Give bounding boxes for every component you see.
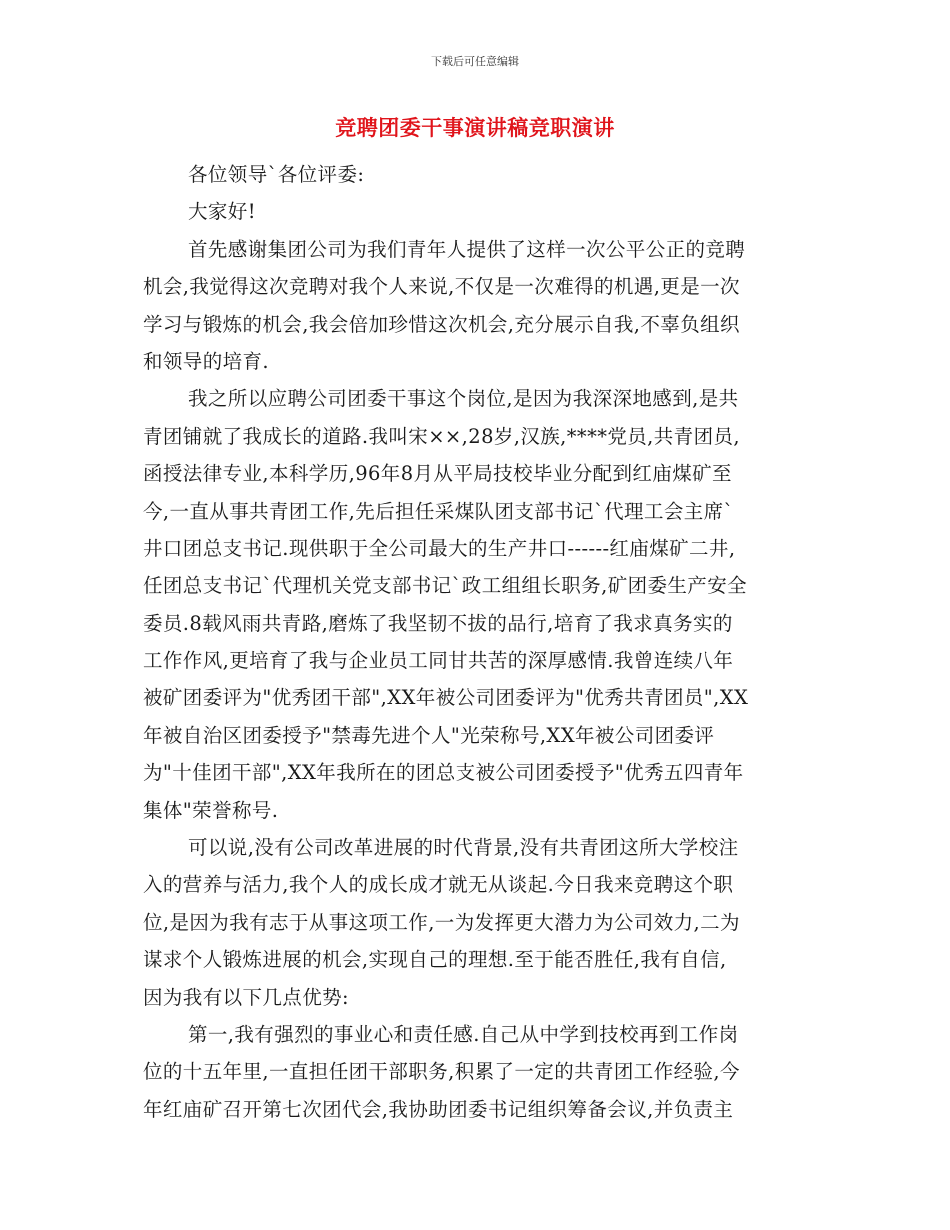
text-line: 我之所以应聘公司团委干事这个岗位,是因为我深深地感到,是共 [188,387,739,411]
text-line: 井口团总支书记.现供职于全公司最大的生产井口------红庙煤矿二井, [143,536,736,560]
header-note: 下载后可任意编辑 [431,55,519,68]
document-body [143,156,803,1128]
text-line: 位,是因为我有志于从事这项工作,一为发挥更大潜力为公司效力,二为 [143,910,740,934]
text-line: 函授法律专业,本科学历,96年8月从平局技校毕业分配到红庙煤矿至 [143,462,732,486]
text-line: 任团总支书记`代理机关党支部书记`政工组组长职务,矿团委生产安全 [143,574,747,598]
text-line: 和领导的培育. [143,349,269,373]
text-line: 被矿团委评为"优秀团干部",XX年被公司团委评为"优秀共青团员",XX [143,686,749,710]
text-line: 各位领导`各位评委: [188,163,365,186]
text-line: 青团铺就了我成长的道路.我叫宋××,28岁,汉族,****党员,共青团员, [143,424,740,448]
text-line: 第一,我有强烈的事业心和责任感.自己从中学到技校再到工作岗 [188,1022,739,1046]
text-line: 位的十五年里,一直担任团干部职务,积累了一定的共青团工作经验,今 [143,1060,740,1084]
text-line: 委员.8载风雨共青路,磨炼了我坚韧不拔的品行,培育了我求真务实的 [143,611,733,635]
text-line: 谋求个人锻炼进展的机会,实现自己的理想.至于能否胜任,我有自信, [143,948,727,972]
text-line: 入的营养与活力,我个人的成长成才就无从谈起.今日我来竞聘这个职 [143,873,734,897]
text-line: 可以说,没有公司改革进展的时代背景,没有共青团这所大学校注 [188,836,739,860]
text-line: 今,一直从事共青团工作,先后担任采煤队团支部书记`代理工会主席` [143,499,734,523]
text-line: 机会,我觉得这次竞聘对我个人来说,不仅是一次难得的机遇,更是一次 [143,275,740,299]
text-line: 因为我有以下几点优势: [143,985,349,1009]
text-line: 年被自治区团委授予"禁毒先进个人"光荣称号,XX年被公司团委评 [143,723,715,747]
text-line: 首先感谢集团公司为我们青年人提供了这样一次公平公正的竞聘 [188,237,746,261]
text-line: 学习与锻炼的机会,我会倍加珍惜这次机会,充分展示自我,不辜负组织 [143,312,740,336]
text-line: 大家好! [188,200,256,224]
text-line: 年红庙矿召开第七次团代会,我协助团委书记组织筹备会议,并负责主 [143,1097,734,1121]
document-title: 竞聘团委干事演讲稿竞职演讲 [335,116,615,140]
text-line: 集体"荣誉称号. [143,798,279,822]
text-line: 工作作风,更培育了我与企业员工同甘共苦的深厚感情.我曾连续八年 [143,649,734,673]
text-line: 为"十佳团干部",XX年我所在的团总支被公司团委授予"优秀五四青年 [143,761,744,785]
